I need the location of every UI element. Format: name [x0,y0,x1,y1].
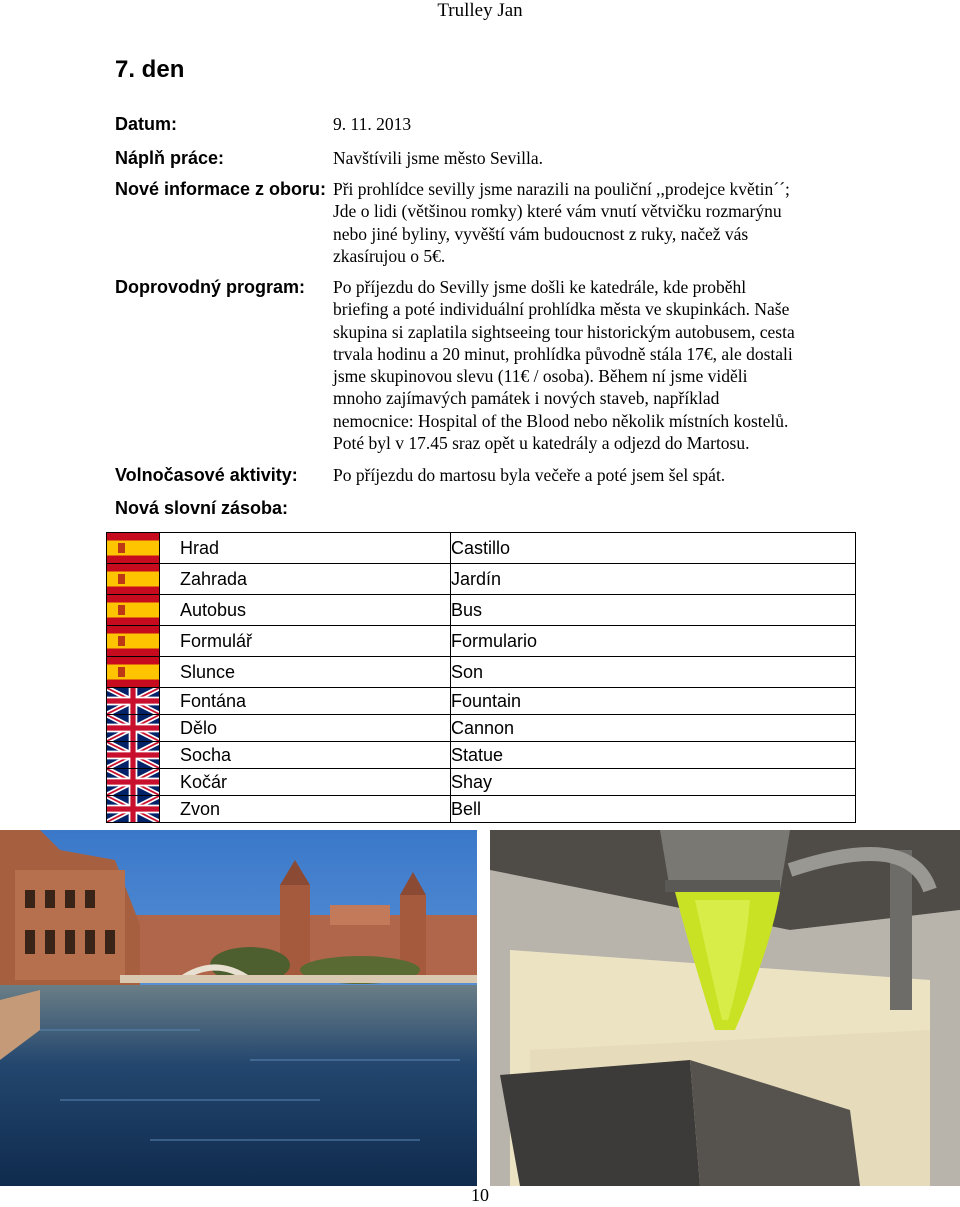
translation: Fountain [451,688,856,715]
program-label: Doprovodný program: [115,277,306,297]
program-line: nemocnice: Hospital of the Blood nebo několik místních kostelů. [333,410,789,431]
vocab-label: Nová slovní zásoba: [115,498,289,518]
vocab-row [107,564,856,595]
vocab-row [107,796,856,823]
new-info-line: Jde o lidi (většinou romky) které vám vnutí větvičku rozmarýnu [333,201,782,222]
date-value: 9. 11. 2013 [333,114,412,134]
olive-oil-photo-image [490,830,960,1186]
translation: Statue [451,742,856,769]
czech-word: Slunce [160,657,451,688]
translation: Jardín [451,564,856,595]
translation: Son [451,657,856,688]
new-info-text [333,178,853,267]
program-line: briefing a poté individuální prohlídka města ve skupinkách. Naše [333,299,790,320]
day-title: 7. den [115,56,185,83]
program-line: mnoho zajímavých památek i nových staveb, například [333,388,720,409]
czech-word: Formulář [160,626,451,657]
vocabulary-table [106,532,856,823]
czech-word: Zahrada [160,564,451,595]
uk-flag-icon [107,796,159,822]
spain-flag-icon [107,626,159,656]
program-line: jsme skupinovou slevu (11€ / osoba). Během ní jsme viděli [333,366,748,387]
leisure-value: Po příjezdu do martosu byla večeře a poté jsem šel spát. [333,465,726,485]
plaza-photo [0,830,477,1186]
vocab-row [107,715,856,742]
program-line: Po příjezdu do Sevilly jsme došli ke katedrále, kde proběhl [333,277,747,297]
vocab-row [107,595,856,626]
work-value: Navštívili jsme město Sevilla. [333,148,543,168]
spain-flag-icon [107,657,159,687]
translation: Castillo [451,533,856,564]
translation: Bus [451,595,856,626]
spain-flag-icon [107,595,159,625]
page-number: 10 [471,1185,489,1205]
translation: Cannon [451,715,856,742]
vocab-row [107,688,856,715]
work-label: Náplň práce: [115,148,225,168]
translation: Bell [451,796,856,823]
program-text [333,276,853,454]
vocab-row [107,657,856,688]
new-info-line: Při prohlídce sevilly jsme narazili na pouliční ,,prodejce květin´´; [333,179,790,199]
czech-word: Zvon [160,796,451,823]
plaza-photo-image [0,830,477,1186]
date-label: Datum: [115,114,177,134]
vocab-row [107,626,856,657]
program-line: skupina si zaplatila sightseeing tour historickým autobusem, cesta [333,321,795,342]
uk-flag-icon [107,742,159,768]
header-author: Trulley Jan [437,0,523,21]
program-line: Poté byl v 17.45 sraz opět u katedrály a odjezd do Martosu. [333,433,750,454]
czech-word: Hrad [160,533,451,564]
czech-word: Kočár [160,769,451,796]
new-info-line: nebo jiné byliny, vyvěští vám budoucnost z ruky, načež vás [333,223,749,244]
vocab-row [107,742,856,769]
uk-flag-icon [107,715,159,741]
spain-flag-icon [107,533,159,563]
spain-flag-icon [107,564,159,594]
czech-word: Dělo [160,715,451,742]
uk-flag-icon [107,769,159,795]
olive-oil-photo [490,830,960,1186]
czech-word: Autobus [160,595,451,626]
czech-word: Socha [160,742,451,769]
new-info-label: Nové informace z oboru: [115,179,327,199]
translation: Formulario [451,626,856,657]
czech-word: Fontána [160,688,451,715]
program-line: trvala hodinu a 20 minut, prohlídka původně stála 17€, ale dostali [333,343,793,364]
translation: Shay [451,769,856,796]
vocab-row [107,533,856,564]
new-info-line: zkasírujou o 5€. [333,245,446,266]
leisure-label: Volnočasové aktivity: [115,465,298,485]
vocab-row [107,769,856,796]
uk-flag-icon [107,688,159,714]
